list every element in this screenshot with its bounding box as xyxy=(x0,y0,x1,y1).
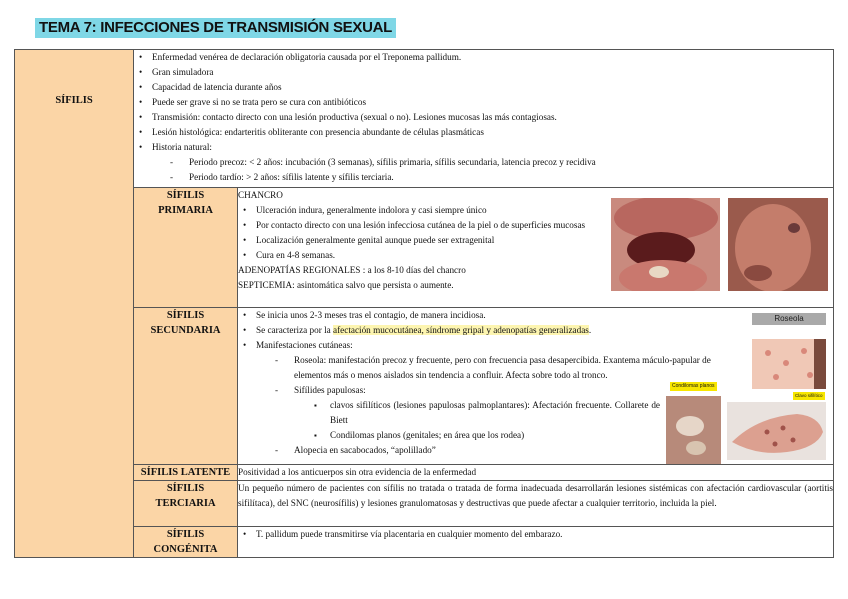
list-item: ▪ clavos sifilíticos (lesiones papulosas palmoplantares): Afectación frecuente. Collarete de Biett xyxy=(238,398,660,428)
condilomas-label: Condilomas planos xyxy=(672,383,715,389)
secundaria-list xyxy=(238,308,833,353)
list-item: • Manifestaciones cutáneas: xyxy=(238,338,833,353)
list-item: • Por contacto directo con una lesión infecciosa cutánea de la piel o de superficies mucosas xyxy=(238,218,600,233)
septicemia-text: SEPTICEMIA: asintomática salvo que persista o aumente. xyxy=(238,280,454,290)
list-item: - Periodo tardío: > 2 años: sífilis latente y sífilis terciaria. xyxy=(134,170,833,185)
list-item: • Enfermedad venérea de declaración obligatoria causada por el Treponema pallidum. xyxy=(134,50,833,65)
sifilis-list xyxy=(134,50,833,155)
row-latente xyxy=(15,465,834,481)
chancro-heading: CHANCRO xyxy=(238,190,283,200)
highlighted-text: afectación mucocutánea, síndrome gripal y adenopatías generalizadas xyxy=(333,325,589,335)
label-sifilis: SÍFILIS xyxy=(15,50,134,558)
list-item: • Transmisión: contacto directo con una lesión productiva (sexual o no). Lesiones mucosas las más contagiosas. xyxy=(134,110,833,125)
row-congenita xyxy=(15,527,834,558)
list-item: • Localización generalmente genital aunque puede ser extragenital xyxy=(238,233,600,248)
congenita-list xyxy=(238,527,833,542)
label-latente: SÍFILIS LATENTE xyxy=(134,465,238,481)
row-terciaria xyxy=(15,481,834,527)
congenita-content xyxy=(238,527,834,558)
chancro-lip-image xyxy=(611,198,720,291)
roseola-label: Roseola xyxy=(752,313,826,325)
condilomas-image xyxy=(666,396,721,464)
label-congenita: SÍFILIS CONGÉNITA xyxy=(134,527,238,558)
label-primaria: SÍFILIS PRIMARIA xyxy=(134,188,238,308)
item2-pre: Se caracteriza por la xyxy=(256,325,334,335)
list-item: - Roseola: manifestación precoz y frecuente, pero con frecuencia pasa desapercibida. Exantema máculo-papular de elementos más o menos aislados sin tendencia a confluir. Afecta sobre todo al tronco. xyxy=(238,353,746,383)
terciaria-text: Un pequeño número de pacientes con sífilis no tratada o tratada de forma inadecuada desarrollarán lesiones sistémicas con afectación cardiovascular (aortitis sifilítaca), del SNC (neurosífilis) y lesiones granulomatosas y destructivas que puede afectar a cualquier territorio, incluida la piel. xyxy=(238,481,834,527)
sifilis-general xyxy=(134,50,834,188)
list-item: - Sifílides papulosas: xyxy=(238,383,833,398)
label-terciaria: SÍFILIS TERCIARIA xyxy=(134,481,238,527)
list-item: • Puede ser grave si no se trata pero se cura con antibióticos xyxy=(134,95,833,110)
list-item: • Historia natural: xyxy=(134,140,833,155)
secundaria-content xyxy=(238,308,834,465)
row-primaria xyxy=(15,188,834,308)
list-item: • Capacidad de latencia durante años xyxy=(134,80,833,95)
page-title: TEMA 7: INFECCIONES DE TRANSMISIÓN SEXUAL xyxy=(35,18,396,38)
list-item: • Gran simuladora xyxy=(134,65,833,80)
list-item xyxy=(238,323,833,338)
list-item: • Cura en 4-8 semanas. xyxy=(238,248,600,263)
roseola-image xyxy=(752,339,826,389)
manifestaciones-list xyxy=(238,353,833,398)
latente-text: Positividad a los anticuerpos sin otra evidencia de la enfermedad xyxy=(238,465,834,481)
list-item: • Lesión histológica: endarteritis obliterante con presencia abundante de células plasmáticas xyxy=(134,125,833,140)
historia-list xyxy=(134,155,833,185)
label-secundaria: SÍFILIS SECUNDARIA xyxy=(134,308,238,465)
primaria-list xyxy=(238,203,600,263)
clavos-label: Clavo sifilítico xyxy=(795,393,823,398)
list-item: • Ulceración indura, generalmente indolora y casi siempre único xyxy=(238,203,600,218)
row-secundaria xyxy=(15,308,834,465)
adenopatias-text: ADENOPATÍAS REGIONALES : a los 8-10 días del chancro xyxy=(238,265,466,275)
item2-post: . xyxy=(588,325,592,335)
primaria-content xyxy=(238,188,834,308)
list-item: • T. pallidum puede transmitirse vía placentaria en cualquier momento del embarazo. xyxy=(238,527,833,542)
list-item: - Alopecia en sacabocados, “apolillado” xyxy=(238,443,833,458)
row-sifilis xyxy=(15,50,834,188)
chancro-genital-image xyxy=(728,198,828,291)
list-item: • Se inicia unos 2-3 meses tras el contagio, de manera incidiosa. xyxy=(238,308,833,323)
list-item: - Periodo precoz: < 2 años: incubación (3 semanas), sífilis primaria, sífilis secundaria, latencia precoz y recidiva xyxy=(134,155,833,170)
list-item: ▪ Condilomas planos (genitales; en área que los rodea) xyxy=(238,428,833,443)
sifilis-table xyxy=(14,49,834,558)
clavos-image xyxy=(727,402,826,460)
